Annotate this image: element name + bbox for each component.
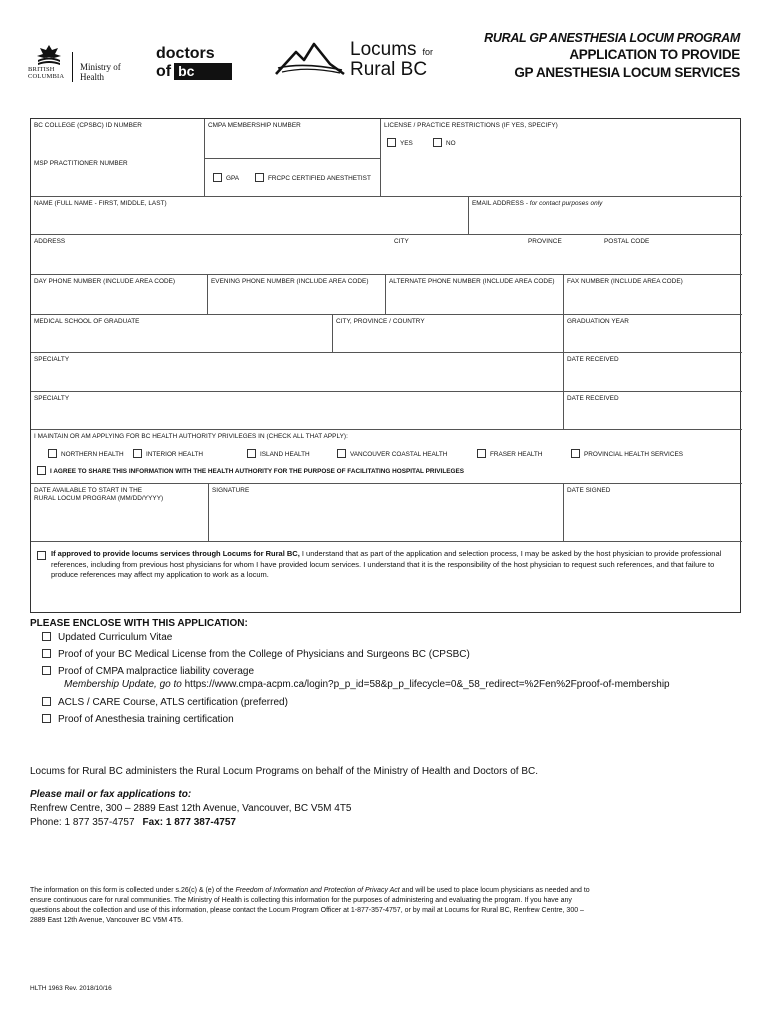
mountain-icon — [274, 40, 346, 76]
date-available-label: DATE AVAILABLE TO START IN THE RURAL LOCUM PROGRAM (MM/DD/YYYY) — [34, 487, 164, 502]
logo-divider — [72, 52, 73, 82]
mail-heading: Please mail or fax applications to: — [30, 789, 192, 800]
doctors-word: doctors — [156, 45, 215, 62]
cmpa-checkbox[interactable] — [42, 666, 51, 675]
date-signed-label: DATE SIGNED — [567, 487, 611, 494]
no-checkbox[interactable] — [433, 138, 442, 147]
membership-update-note: Membership Update, go to https://www.cmpa-acpm.ca/login?p_p_id=58&p_p_lifecycle=0&_58_redirect=%2Fen%2Fproof-of-membership — [64, 679, 670, 690]
island-health-label: ISLAND HEALTH — [260, 451, 310, 458]
of-word: of — [156, 62, 172, 80]
vancouver-coastal-health-label: VANCOUVER COASTAL HEALTH — [350, 451, 448, 458]
form-id: HLTH 1963 Rev. 2018/10/16 — [30, 985, 112, 992]
day-phone-field[interactable] — [31, 275, 208, 315]
mailing-address: Renfrew Centre, 300 – 2889 East 12th Avenue, Vancouver, BC V5M 4T5 — [30, 803, 352, 814]
privileges-heading: I MAINTAIN OR AM APPLYING FOR BC HEALTH AUTHORITY PRIVILEGES IN (CHECK ALL THAT APPLY): — [34, 433, 348, 440]
for-word: for — [422, 47, 434, 57]
email-field[interactable] — [469, 197, 742, 235]
fax-number-label: FAX NUMBER (INCLUDE AREA CODE) — [567, 278, 683, 285]
email-label: EMAIL ADDRESS - for contact purposes only — [472, 200, 603, 207]
fraser-health-checkbox[interactable] — [477, 449, 486, 458]
date-received-label-1: DATE RECEIVED — [567, 356, 619, 363]
fax-number-field[interactable] — [564, 275, 742, 315]
specialty-label-2: SPECIALTY — [34, 395, 70, 402]
program-title: RURAL GP ANESTHESIA LOCUM PROGRAM — [484, 31, 740, 45]
bc-government-logo — [28, 44, 128, 84]
no-label: NO — [446, 140, 456, 147]
application-form — [30, 118, 741, 613]
enclose-item-acls[interactable]: ACLS / CARE Course, ATLS certification (preferred) — [42, 696, 288, 709]
address-label: ADDRESS — [34, 238, 66, 245]
foi-notice: The information on this form is collected under s.26(c) & (e) of the Freedom of Information and Protection of Privacy Act and will be used to place locum physicians as needed and to ensure continuous care for rural communities. The Ministry of Health is collecting this information for the purposes of administering and evaluating the program. If you have any questions about the collection and use of this information, please contact the Locum Program Officer at 1-877-357-4757, or by mail at Locums for Rural BC, Renfrew Centre, 300 – 2889 East 12th Avenue, Vancouver BC V5M 4T5. — [30, 887, 590, 924]
address-row — [31, 235, 742, 275]
locums-for-rural-bc-logo — [274, 40, 444, 84]
fraser-health-label: FRASER HEALTH — [490, 451, 543, 458]
city-label: CITY — [394, 238, 409, 245]
agree-share-label: I AGREE TO SHARE THIS INFORMATION WITH THE HEALTH AUTHORITY FOR THE PURPOSE OF FACILITATING HOSPITAL PRIVILEGES — [50, 468, 464, 475]
title-line-2: GP ANESTHESIA LOCUM SERVICES — [514, 65, 740, 80]
references-statement: If approved to provide locums services through Locums for Rural BC, I understand that as part of the application and selection process, I may be asked by the host physician to provide professional references, including from previous host physicians for whom I have provided locum services. I understand that it is the responsibility of the host physician to request such references, and that failure to produce references may affect my application to work as a locum. — [51, 549, 722, 579]
interior-health-checkbox[interactable] — [133, 449, 142, 458]
city-province-country-field[interactable] — [333, 315, 564, 353]
alternate-phone-label: ALTERNATE PHONE NUMBER (INCLUDE AREA CODE) — [389, 278, 555, 285]
msp-number-label: MSP PRACTITIONER NUMBER — [34, 160, 128, 167]
form-title — [484, 30, 740, 82]
certification-options — [205, 159, 381, 197]
cmpa-number-field[interactable] — [205, 119, 381, 159]
city-province-country-label: CITY, PROVINCE / COUNTRY — [336, 318, 425, 325]
cv-checkbox[interactable] — [42, 632, 51, 641]
enclose-item-cv[interactable]: Updated Curriculum Vitae — [42, 631, 172, 644]
gpa-label: GPA — [226, 175, 240, 182]
license-checkbox[interactable] — [42, 649, 51, 658]
northern-health-checkbox[interactable] — [48, 449, 57, 458]
bc-crest-icon — [34, 44, 64, 66]
yes-label: YES — [400, 140, 413, 147]
signature-label: SIGNATURE — [212, 487, 250, 494]
province-label: PROVINCE — [528, 238, 562, 245]
bc-college-id-label: BC COLLEGE (CPSBC) ID NUMBER — [34, 122, 142, 129]
acls-checkbox[interactable] — [42, 697, 51, 706]
provincial-health-services-checkbox[interactable] — [571, 449, 580, 458]
phone-number: Phone: 1 877 357-4757 — [30, 817, 135, 828]
contact-numbers — [30, 817, 236, 828]
date-received-label-2: DATE RECEIVED — [567, 395, 619, 402]
interior-health-label: INTERIOR HEALTH — [146, 451, 204, 458]
ministry-name: Ministry of Health — [80, 62, 121, 82]
agree-share-checkbox[interactable] — [37, 466, 46, 475]
frcpc-label: FRCPC CERTIFIED ANESTHETIST — [268, 175, 371, 182]
cmpa-number-label: CMPA MEMBERSHIP NUMBER — [208, 122, 301, 129]
yes-checkbox[interactable] — [387, 138, 396, 147]
medical-school-field[interactable] — [31, 315, 333, 353]
graduation-year-field[interactable] — [564, 315, 742, 353]
postal-code-label: POSTAL CODE — [604, 238, 650, 245]
fax-number: Fax: 1 877 387-4757 — [142, 817, 236, 828]
enclose-heading: PLEASE ENCLOSE WITH THIS APPLICATION: — [30, 618, 248, 629]
evening-phone-field[interactable] — [208, 275, 386, 315]
title-line-1: APPLICATION TO PROVIDE — [569, 47, 740, 62]
admin-statement: Locums for Rural BC administers the Rural Locum Programs on behalf of the Ministry of Health and Doctors of BC. — [30, 766, 538, 777]
privileges-section — [31, 430, 742, 484]
license-restrictions-label: LICENSE / PRACTICE RESTRICTIONS (IF YES, SPECIFY) — [384, 122, 558, 129]
enclose-item-license[interactable]: Proof of your BC Medical License from the College of Physicians and Surgeons BC (CPSBC) — [42, 648, 470, 661]
locums-word: Locums — [350, 39, 417, 60]
bc-name: BRITISH COLUMBIA — [28, 66, 65, 80]
graduation-year-label: GRADUATION YEAR — [567, 318, 629, 325]
enclose-item-cmpa[interactable]: Proof of CMPA malpractice liability coverage — [42, 665, 254, 678]
references-checkbox[interactable] — [37, 551, 46, 560]
evening-phone-label: EVENING PHONE NUMBER (INCLUDE AREA CODE) — [211, 278, 369, 285]
rural-bc-word: Rural BC — [350, 59, 428, 80]
full-name-field[interactable] — [31, 197, 469, 235]
bc-box: bc — [174, 63, 232, 80]
msp-number-field[interactable] — [31, 159, 205, 197]
specialty-field-1[interactable] — [31, 353, 564, 392]
day-phone-label: DAY PHONE NUMBER (INCLUDE AREA CODE) — [34, 278, 176, 285]
date-received-field-1[interactable] — [564, 353, 742, 392]
provincial-health-services-label: PROVINCIAL HEALTH SERVICES — [584, 451, 683, 458]
date-available-field[interactable] — [31, 484, 209, 542]
full-name-label: NAME (FULL NAME - FIRST, MIDDLE, LAST) — [34, 200, 167, 207]
foi-act-name: Freedom of Information and Protection of Privacy Act — [235, 887, 400, 894]
northern-health-label: NORTHERN HEALTH — [61, 451, 124, 458]
date-signed-field[interactable] — [564, 484, 742, 542]
specialty-label-1: SPECIALTY — [34, 356, 70, 363]
doctors-of-bc-logo — [156, 46, 236, 82]
vancouver-coastal-health-checkbox[interactable] — [337, 449, 346, 458]
specialty-field-2[interactable] — [31, 392, 564, 430]
alternate-phone-field[interactable] — [386, 275, 564, 315]
gpa-checkbox[interactable] — [213, 173, 222, 182]
enclose-item-anesthesia[interactable]: Proof of Anesthesia training certification — [42, 713, 234, 726]
email-note: - for contact purposes only — [525, 200, 603, 207]
medical-school-label: MEDICAL SCHOOL OF GRADUATE — [34, 318, 140, 325]
anesthesia-checkbox[interactable] — [42, 714, 51, 723]
date-received-field-2[interactable] — [564, 392, 742, 430]
island-health-checkbox[interactable] — [247, 449, 256, 458]
signature-field[interactable] — [209, 484, 564, 542]
license-restrictions-field[interactable] — [381, 119, 742, 197]
membership-url-link[interactable]: https://www.cmpa-acpm.ca/login?p_p_id=58&p_p_lifecycle=0&_58_redirect=%2Fen%2Fproof-of-membership — [181, 679, 670, 690]
frcpc-checkbox[interactable] — [255, 173, 264, 182]
